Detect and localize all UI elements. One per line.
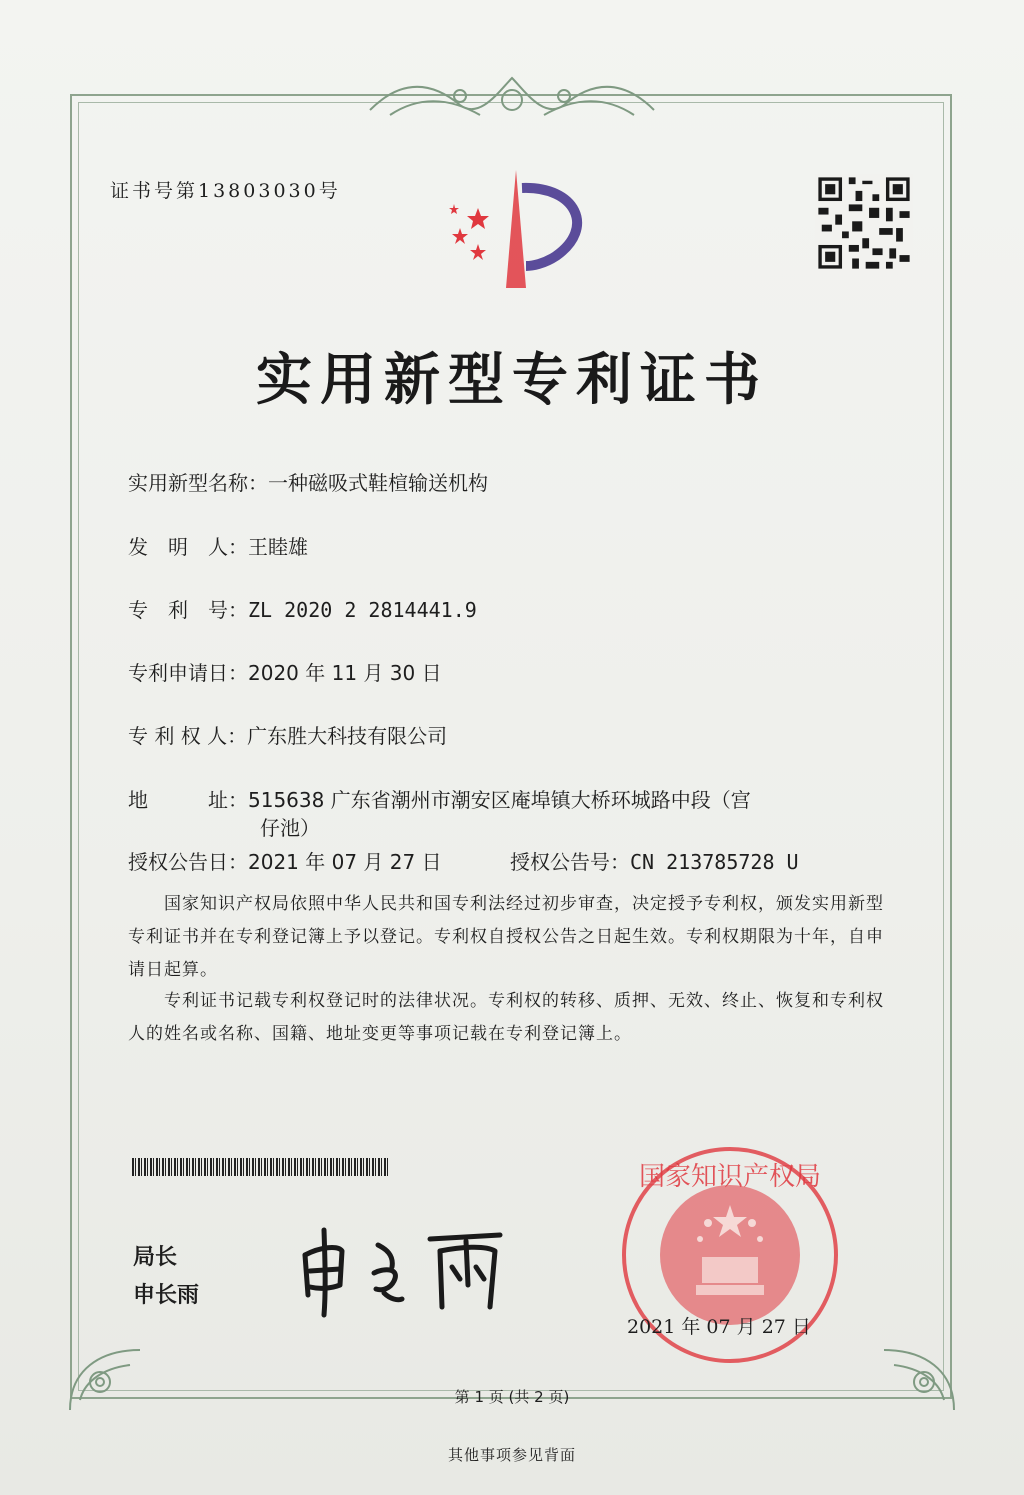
field-filing-date xyxy=(128,657,442,686)
seal-date: 2021 年 07 月 27 日 xyxy=(627,1316,811,1338)
page-number: 第 1 页 (共 2 页) xyxy=(454,1388,570,1406)
field-value: 一种磁吸式鞋楦输送机构 xyxy=(268,471,488,495)
field-label: 授权公告日： xyxy=(128,850,248,874)
field-value: 2021 年 07 月 27 日 xyxy=(248,850,442,874)
field-value: CN 213785728 U xyxy=(630,850,799,874)
field-patent-number xyxy=(128,594,477,623)
field-label: 专利申请日： xyxy=(128,661,248,685)
field-label: 地 址： xyxy=(128,788,248,812)
field-value: ZL 2020 2 2814441.9 xyxy=(248,598,477,622)
field-value: 2020 年 11 月 30 日 xyxy=(248,661,442,685)
legal-paragraph-1: 国家知识产权局依照中华人民共和国专利法经过初步审查，决定授予专利权，颁发实用新型专利证书并在专利登记簿上予以登记。专利权自授权公告之日起生效。专利权期限为十年，自申请日起算。 xyxy=(128,894,884,980)
field-value: 王睦雄 xyxy=(248,535,308,559)
back-note: 其他事项参见背面 xyxy=(447,1446,576,1464)
field-grant-number xyxy=(510,846,799,875)
top-ornament xyxy=(360,70,664,130)
field-value: 广东胜大科技有限公司 xyxy=(247,724,448,748)
field-grant-date xyxy=(128,846,442,875)
field-label: 发 明 人： xyxy=(128,535,248,559)
field-label: 专 利 权 人： xyxy=(128,724,248,748)
field-label: 授权公告号： xyxy=(510,850,630,874)
seal-text: 国家知识产权局 xyxy=(638,1162,822,1192)
legal-paragraph-2: 专利证书记载专利权登记时的法律状况。专利权的转移、质押、无效、终止、恢复和专利权人的姓名或名称、国籍、地址变更等事项记载在专利登记簿上。 xyxy=(128,991,884,1044)
qr-code xyxy=(815,174,913,272)
director-title: 局长 xyxy=(133,1245,178,1270)
field-value: 515638 广东省潮州市潮安区庵埠镇大桥环城路中段（宫 xyxy=(248,788,751,812)
field-utility-model-name xyxy=(128,467,488,496)
patent-office-logo xyxy=(436,168,596,292)
field-label: 专 利 号： xyxy=(128,598,248,622)
field-patentee xyxy=(128,720,447,749)
field-address-continued: 仔池） xyxy=(260,816,320,840)
field-address xyxy=(128,784,751,813)
director-name: 申长雨 xyxy=(133,1283,200,1308)
certificate-number: 证书号第13803030号 xyxy=(110,180,341,202)
field-label: 实用新型名称： xyxy=(128,471,268,495)
barcode xyxy=(132,1158,388,1176)
director-signature xyxy=(290,1215,510,1325)
certificate-title: 实用新型专利证书 xyxy=(256,348,768,413)
field-inventor xyxy=(128,531,308,560)
